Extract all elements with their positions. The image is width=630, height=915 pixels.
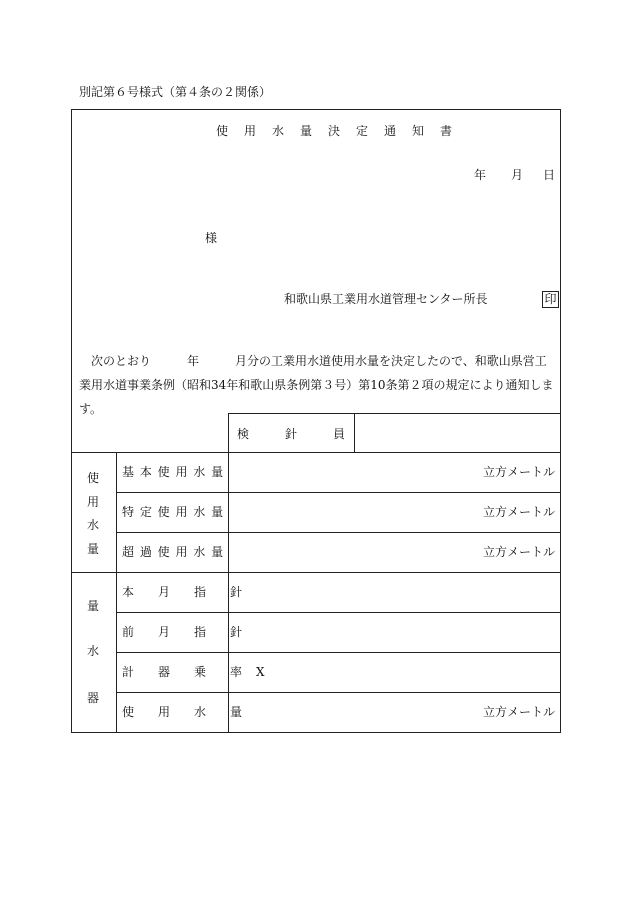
usage-group-char: 使 bbox=[86, 471, 99, 485]
meter-usage-unit: 立方メートル bbox=[482, 705, 555, 719]
form-title: 使 用 水 量 決 定 通 知 書 bbox=[216, 124, 455, 138]
form-number: 別記第６号様式（第４条の２関係） bbox=[79, 85, 272, 99]
group-divider-line bbox=[71, 572, 561, 573]
row-line bbox=[116, 612, 561, 613]
date-month: 月 bbox=[511, 168, 524, 182]
basic-usage-unit: 立方メートル bbox=[482, 465, 555, 479]
row-line bbox=[116, 652, 561, 653]
usage-group-char: 量 bbox=[86, 542, 99, 556]
meter-group-char: 量 bbox=[86, 599, 99, 613]
date-year: 年 bbox=[474, 168, 487, 182]
specific-usage-unit: 立方メートル bbox=[482, 505, 555, 519]
previous-reading-label: 前 月 指 針 bbox=[122, 625, 243, 639]
date-day: 日 bbox=[543, 168, 556, 182]
meter-group-char: 器 bbox=[86, 691, 99, 705]
inspector-label: 検 針 員 bbox=[237, 427, 346, 441]
usage-group-char: 水 bbox=[86, 518, 99, 532]
current-reading-label: 本 月 指 針 bbox=[122, 585, 243, 599]
meter-usage-label: 使 用 水 量 bbox=[122, 705, 243, 719]
basic-usage-label: 基 本 使 用 水 量 bbox=[122, 465, 225, 479]
row-line bbox=[116, 492, 561, 493]
specific-usage-label: 特 定 使 用 水 量 bbox=[122, 505, 225, 519]
addressee-suffix: 様 bbox=[205, 231, 218, 245]
issuer-name: 和歌山県工業用水道管理センター所長 bbox=[284, 292, 488, 306]
excess-usage-label: 超 過 使 用 水 量 bbox=[122, 545, 225, 559]
inspector-field[interactable] bbox=[358, 418, 556, 448]
value-column-line bbox=[228, 413, 229, 733]
row-line bbox=[116, 532, 561, 533]
meter-group-char: 水 bbox=[86, 644, 99, 658]
notice-body: 次のとおり 年 月分の工業用水道使用水量を決定したので、和歌山県営工業用水道事業条例（昭和34年和歌山県条例第３号）第10条第２項の規定により通知します。 bbox=[79, 354, 554, 416]
meter-multiplier-label: 計 器 乗 率 bbox=[122, 665, 243, 679]
meter-multiplier-value: X bbox=[256, 665, 265, 679]
inspector-top-line bbox=[228, 413, 561, 414]
inspector-divider-line bbox=[354, 413, 355, 452]
table-top-line bbox=[71, 452, 561, 453]
excess-usage-unit: 立方メートル bbox=[482, 545, 555, 559]
usage-group-char: 用 bbox=[86, 495, 99, 509]
seal-stamp: 印 bbox=[542, 291, 559, 308]
row-line bbox=[116, 692, 561, 693]
label-column-line bbox=[116, 452, 117, 733]
